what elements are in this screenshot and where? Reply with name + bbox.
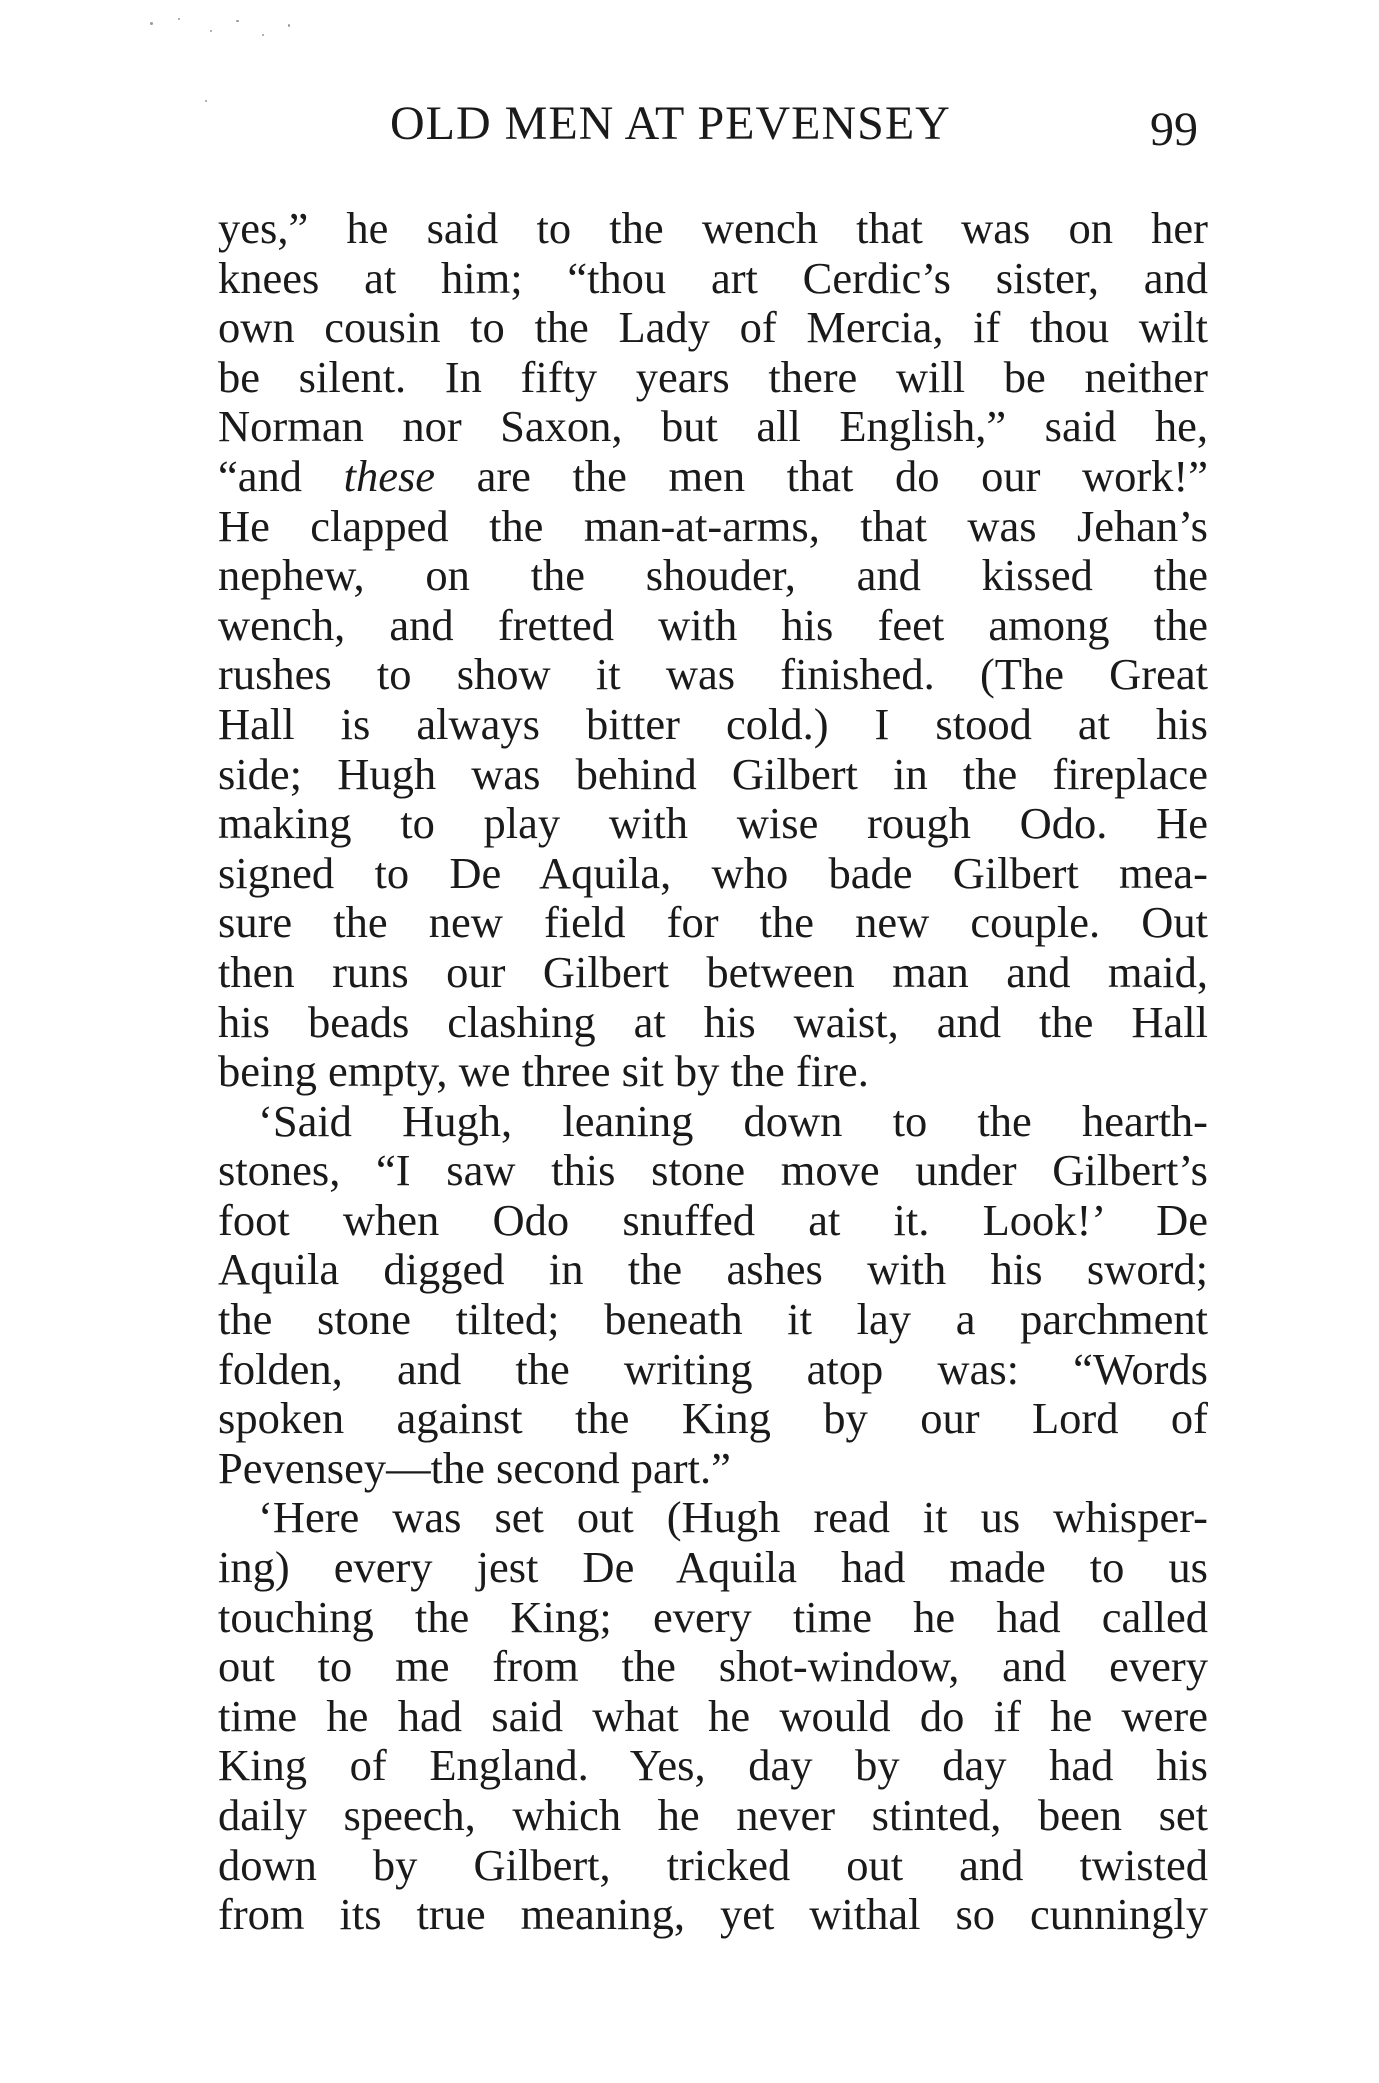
text-line <box>218 1841 1208 1891</box>
text-segment: ‘Here was set out (Hugh read it us whisper- <box>258 1493 1208 1543</box>
text-line <box>218 402 1208 452</box>
text-segment: then runs our Gilbert between man and maid, <box>218 947 1208 997</box>
text-segment: yes,” he said to the wench that was on her <box>218 204 1208 253</box>
text-segment: being empty, we three sit by the fire. <box>218 1047 869 1097</box>
text-segment: knees at him; “thou art Cerdic’s sister, and <box>218 253 1208 303</box>
text-line <box>218 849 1208 899</box>
text-line <box>218 601 1208 651</box>
text-line <box>218 1890 1208 1940</box>
text-segment: wench, and fretted with his feet among the <box>218 600 1208 650</box>
text-line <box>218 1295 1208 1345</box>
text-segment: own cousin to the Lady of Mercia, if thou wilt <box>218 303 1208 353</box>
text-segment: nephew, on the shouder, and kissed the <box>218 551 1208 601</box>
text-segment: folden, and the writing atop was: “Words <box>218 1344 1208 1394</box>
print-speck <box>236 20 239 22</box>
text-line <box>218 1097 1208 1147</box>
text-segment: King of England. Yes, day by day had his <box>218 1741 1208 1791</box>
text-line <box>218 1741 1208 1791</box>
italic-text: these <box>343 451 436 501</box>
text-line <box>218 452 1208 502</box>
text-segment: making to play with wise rough Odo. He <box>218 799 1208 849</box>
text-segment: ‘Said Hugh, leaning down to the hearth- <box>258 1096 1208 1146</box>
text-segment: side; Hugh was behind Gilbert in the fireplace <box>218 749 1208 799</box>
text-segment: down by Gilbert, tricked out and twisted <box>218 1840 1208 1890</box>
text-segment: are the men that do our work!” <box>435 451 1208 501</box>
text-line <box>218 1692 1208 1742</box>
text-segment: the stone tilted; beneath it lay a parchment <box>218 1295 1208 1345</box>
text-segment: daily speech, which he never stinted, been set <box>218 1791 1208 1840</box>
text-line <box>218 799 1208 849</box>
text-segment: rushes to show it was finished. (The Great <box>218 650 1208 700</box>
text-segment: out to me from the shot-window, and every <box>218 1642 1208 1692</box>
text-line <box>218 303 1208 353</box>
text-segment: his beads clashing at his waist, and the Hall <box>218 997 1208 1047</box>
print-speck <box>288 24 290 27</box>
text-line <box>218 353 1208 403</box>
text-line <box>218 1642 1208 1692</box>
text-line <box>218 700 1208 750</box>
text-line <box>218 1444 1208 1494</box>
running-title: OLD MEN AT PEVENSEY <box>390 97 951 150</box>
print-speck <box>178 18 180 20</box>
text-line <box>218 1047 1208 1097</box>
text-line <box>218 254 1208 304</box>
print-speck <box>150 22 153 25</box>
text-line <box>218 1791 1208 1841</box>
text-segment: Aquila digged in the ashes with his sword; <box>218 1245 1208 1295</box>
text-line <box>218 1245 1208 1295</box>
text-line <box>218 750 1208 800</box>
text-segment: sure the new field for the new couple. Out <box>218 898 1208 948</box>
text-segment: time he had said what he would do if he were <box>218 1691 1208 1741</box>
text-segment: He clapped the man-at-arms, that was Jehan’s <box>218 501 1208 551</box>
text-line <box>218 1493 1208 1543</box>
text-line <box>218 1196 1208 1246</box>
text-segment: Hall is always bitter cold.) I stood at his <box>218 699 1208 749</box>
text-segment: “and <box>218 451 344 501</box>
text-line <box>218 650 1208 700</box>
text-line <box>218 998 1208 1048</box>
page-number: 99 <box>1150 103 1198 156</box>
body-text <box>218 204 1208 1940</box>
text-segment: ing) every jest De Aquila had made to us <box>218 1543 1208 1593</box>
text-segment: be silent. In fifty years there will be neither <box>218 352 1208 402</box>
text-segment: stones, “I saw this stone move under Gilbert’s <box>218 1146 1208 1196</box>
text-line <box>218 1543 1208 1593</box>
text-segment: from its true meaning, yet withal so cunningly <box>218 1890 1208 1940</box>
text-line <box>218 204 1208 254</box>
text-line <box>218 502 1208 552</box>
text-line <box>218 1593 1208 1643</box>
text-segment: Pevensey—the second part.” <box>218 1443 731 1493</box>
text-segment: spoken against the King by our Lord of <box>218 1394 1208 1444</box>
text-segment: signed to De Aquila, who bade Gilbert mea- <box>218 848 1208 898</box>
text-line <box>218 1146 1208 1196</box>
text-line <box>218 948 1208 998</box>
print-speck <box>205 100 207 102</box>
text-line <box>218 1394 1208 1444</box>
print-speck <box>262 34 264 36</box>
text-line <box>218 898 1208 948</box>
text-line <box>218 551 1208 601</box>
text-segment: foot when Odo snuffed at it. Look!’ De <box>218 1195 1208 1245</box>
print-speck <box>210 30 212 32</box>
text-segment: Norman nor Saxon, but all English,” said he, <box>218 402 1208 452</box>
text-segment: touching the King; every time he had called <box>218 1592 1208 1642</box>
text-line <box>218 1345 1208 1395</box>
